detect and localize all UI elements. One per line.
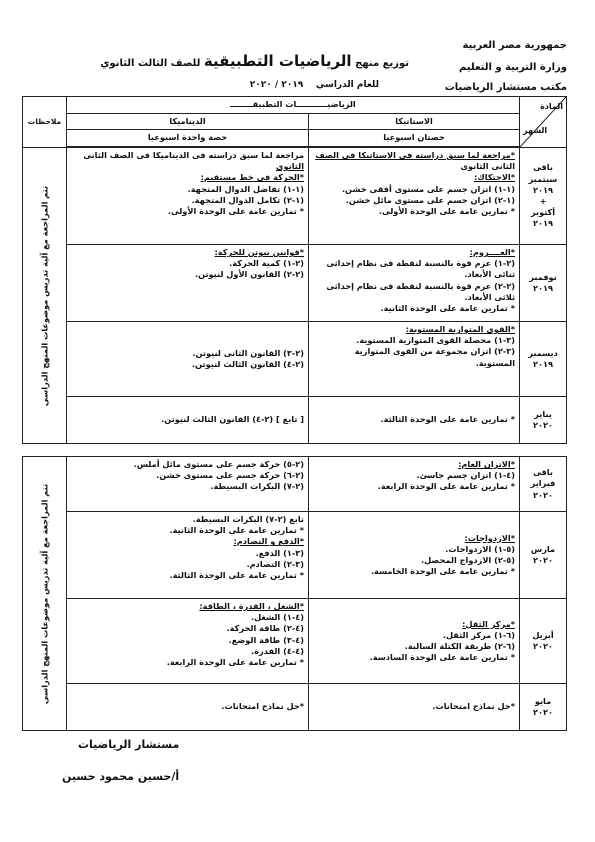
dynamics-cell xyxy=(67,599,309,684)
year-label: للعام الدراسي xyxy=(315,80,379,90)
cell-line: *الازدواجات: xyxy=(464,532,515,543)
dynamics-cell xyxy=(67,457,309,512)
cell-line: *مركز الثقل: xyxy=(462,618,515,629)
month-cell xyxy=(520,397,567,444)
cell-line: + xyxy=(539,196,547,206)
cell-line: ٢٠١٩ xyxy=(533,218,554,229)
year-value: ٢٠١٩ / ٢٠٢٠ xyxy=(249,80,304,90)
cell-line: * تمارين عامة على الوحدة الرابعة. xyxy=(166,657,304,668)
dynamics-header: الديناميكا xyxy=(67,113,309,130)
dynamics-periods: حصة واحدة اسبوعيا xyxy=(67,130,309,147)
cell-line: * تمارين عامة على الوحدة الخامسة. xyxy=(370,566,515,577)
statics-header: الاستاتيكا xyxy=(309,113,520,130)
cell-line: (٢-١) عزم قوة بالنسبة لنقطة فى نظام إحداثى xyxy=(326,258,516,269)
cell-line: (٤-١) الشغل. xyxy=(250,612,304,623)
cell-line: ٢٠٢٠ xyxy=(533,555,553,565)
cell-line: *القوى المتوازية المستوية: xyxy=(405,324,516,334)
cell-line: ٢٠٢٠ xyxy=(533,420,554,430)
month-cell xyxy=(520,148,567,245)
subject-header: الرياضيـــــــــــات التطبيقــــــــ xyxy=(67,97,520,114)
cell-line: ٢٠١٩ xyxy=(533,283,554,293)
cell-line: * تمارين عامة على الوحدة الثالثة. xyxy=(169,570,304,581)
title-suffix: للصف الثالث الثانوي xyxy=(100,58,201,69)
cell-line: (٢-٦) حركة جسم على مستوى خشن. xyxy=(156,470,304,481)
cell-line: (٢-١) كمية الحركة. xyxy=(229,258,305,269)
dynamics-cell xyxy=(67,684,309,731)
republic-label: جمهورية مصر العربية xyxy=(462,40,567,51)
cell-line: (٣-١) الدفع. xyxy=(255,547,304,558)
cell-line: (٤-٤) القدرة. xyxy=(251,645,304,656)
cell-line: ديسمبر xyxy=(528,347,558,358)
cell-line: (٤-١) اتزان جسم جاسئ. xyxy=(416,470,515,481)
cell-line: باقى فبراير xyxy=(530,467,556,489)
corner-header xyxy=(520,97,567,148)
cell-line: الثانى الثانوى xyxy=(460,161,516,172)
document-title xyxy=(100,52,409,70)
cell-line: * تمارين عامة على الوحدة الثانية. xyxy=(380,303,516,314)
month-cell xyxy=(520,245,567,322)
cell-line: * تمارين عامة على الوحدة الثالثة. xyxy=(380,414,516,425)
cell-line: [ تابع ] (٢-٤) القانون الثالث لنيوتن. xyxy=(161,414,305,425)
cell-line: (٣-٢) اتزان مجموعة من القوى المتوازية xyxy=(354,346,516,357)
cell-line: *الاحتكاك: xyxy=(473,172,516,183)
cell-line: مارس xyxy=(530,543,556,554)
signature-role: مستشار الرياضيات xyxy=(78,738,180,751)
corner-month: الشهر xyxy=(523,126,548,135)
cell-line: (٦-١) مركز الثقل. xyxy=(442,629,515,640)
statics-cell xyxy=(309,512,520,599)
cell-line: ثلاثى الأبعاد. xyxy=(464,291,516,302)
table-row xyxy=(23,684,567,731)
cell-line: *العــــزوم: xyxy=(469,247,516,257)
cell-line: تابع (٢-٧) البكرات البسيطة. xyxy=(192,514,304,524)
cell-line: *مراجعة لما سبق دراسته فى الاستاتيكا فى الصف xyxy=(315,150,516,160)
table-row xyxy=(23,397,567,444)
cell-line: *الاتزان العام: xyxy=(458,459,515,469)
cell-line: (١-٢) تكامل الدوال المتجهة. xyxy=(191,194,305,205)
cell-line: (٣-٢) التصادم. xyxy=(246,558,304,569)
cell-line: يناير xyxy=(534,408,552,419)
statics-cell xyxy=(309,148,520,245)
plan-table-term2 xyxy=(22,456,567,731)
cell-line: (٢-٢) عزم قوة بالنسبة لنقطة فى نظام إحداثى xyxy=(326,280,516,291)
cell-line: سبتمبر xyxy=(528,173,558,184)
cell-line: ٢٠٢٠ xyxy=(533,707,553,717)
dynamics-cell xyxy=(67,322,309,397)
table-row xyxy=(23,245,567,322)
academic-year xyxy=(250,80,379,90)
cell-line: *الشغل ، القدرة ، الطاقة: xyxy=(199,601,304,611)
cell-line: (١-١) اتزان جسم على مستوى أفقى خشن. xyxy=(341,183,516,194)
title-prefix: توزيع منهج xyxy=(355,58,409,69)
cell-line: (٢-٧) البكرات البسيطة. xyxy=(210,481,304,492)
cell-line: ثنائى الأبعاد. xyxy=(464,269,516,280)
statics-cell xyxy=(309,245,520,322)
corner-subject: المادة xyxy=(540,102,564,111)
statics-cell xyxy=(309,322,520,397)
notes-text: تتم المراجعة مع آلية تدريس موضوعات المنهج الدراسى xyxy=(39,185,49,406)
cell-line: الثانوى xyxy=(276,161,305,172)
cell-line: باقى xyxy=(533,162,553,173)
cell-line: ٢٠٢٠ xyxy=(533,641,553,651)
cell-line: أبريل xyxy=(532,629,554,640)
month-lines xyxy=(524,162,562,229)
cell-line: (٤-٢) طاقة الحركة. xyxy=(226,623,304,634)
cell-line: * تمارين عامة على الوحدة الثانية. xyxy=(169,525,304,536)
table-row xyxy=(23,148,567,245)
cell-line: * تمارين عامة على الوحدة السادسة. xyxy=(369,652,515,663)
cell-line: *حل نماذج امتحانات. xyxy=(221,701,304,712)
statics-periods: حصتان اسبوعيا xyxy=(309,130,520,147)
cell-line: (١-٢) اتزان جسم على مستوى مائل خشن. xyxy=(345,194,516,205)
dynamics-cell xyxy=(67,512,309,599)
cell-line: * تمارين عامة على الوحدة الأولى. xyxy=(167,206,305,217)
cell-line: * تمارين عامة على الوحدة الأولى. xyxy=(378,206,516,217)
statics-cell xyxy=(309,684,520,731)
title-main: الرياضيات التطبيقية xyxy=(203,52,352,70)
month-cell xyxy=(520,599,567,684)
signature-name: أ/حسين محمود حسين xyxy=(62,770,180,783)
cell-line: (٥-١) الازدواجات. xyxy=(445,543,515,554)
month-cell xyxy=(520,512,567,599)
table-row xyxy=(23,457,567,512)
table-row xyxy=(23,322,567,397)
cell-line: (٢-٣) القانون الثانى لنيوتن. xyxy=(192,347,305,358)
cell-line: (٢-٤) القانون الثالث لنيوتن. xyxy=(192,359,305,369)
dynamics-cell xyxy=(67,245,309,322)
month-cell xyxy=(520,322,567,397)
cell-line: نوفمبر xyxy=(529,271,557,282)
cell-line: (٦-٢) طريقة الكتلة السالبة. xyxy=(404,641,515,651)
cell-line: (٣-١) محصلة القوى المتوازية المستوية. xyxy=(356,335,516,346)
ministry-label: وزارة التربية و التعليم xyxy=(458,62,567,73)
notes-cell xyxy=(23,457,67,731)
cell-line: (١-١) تفاضل الدوال المتجهة. xyxy=(187,183,305,194)
office-label: مكتب مستشار الرياضيات xyxy=(444,82,567,93)
plan-table-term1 xyxy=(22,96,567,444)
cell-line: ٢٠١٩ xyxy=(533,184,554,195)
notes-cell xyxy=(23,148,67,444)
cell-line: * تمارين عامة على الوحدة الرابعة. xyxy=(377,481,515,492)
statics-cell xyxy=(309,457,520,512)
cell-line: ٢٠١٩ xyxy=(533,359,554,369)
notes-header: ملاحظات xyxy=(23,97,67,148)
cell-line: مراجعة لما سبق دراسته فى الديناميكا فى الصف الثانى xyxy=(83,150,305,160)
statics-cell xyxy=(309,397,520,444)
statics-cell xyxy=(309,599,520,684)
notes-text: تتم المراجعة مع آلية تدريس موضوعات المنهج الدراسى xyxy=(39,483,49,704)
cell-line: *الحركة فى خط مستقيم: xyxy=(200,172,305,183)
month-cell xyxy=(520,684,567,731)
dynamics-cell xyxy=(67,148,309,245)
table-row xyxy=(23,512,567,599)
cell-line: المستوية. xyxy=(475,357,516,368)
dynamics-cell xyxy=(67,397,309,444)
table-row xyxy=(23,599,567,684)
cell-line: (٤-٣) طاقة الوضع. xyxy=(228,634,304,645)
month-cell xyxy=(520,457,567,512)
cell-line: (٥-٢) الازدواج المحصل. xyxy=(421,555,515,565)
cell-line: *الدفع و التصادم: xyxy=(233,536,304,547)
cell-line: *حل نماذج امتحانات. xyxy=(432,701,515,712)
cell-line: (٢-٢) القانون الأول لنيوتن. xyxy=(194,269,305,280)
cell-line: ٢٠٢٠ xyxy=(533,489,553,500)
cell-line: *قوانين نيوتن للحركة: xyxy=(214,247,305,257)
cell-line: (٢-٥) حركة جسم على مستوى مائل أملس. xyxy=(133,459,304,469)
cell-line: مايو xyxy=(534,695,552,706)
cell-line: أكتوبر xyxy=(530,207,556,218)
